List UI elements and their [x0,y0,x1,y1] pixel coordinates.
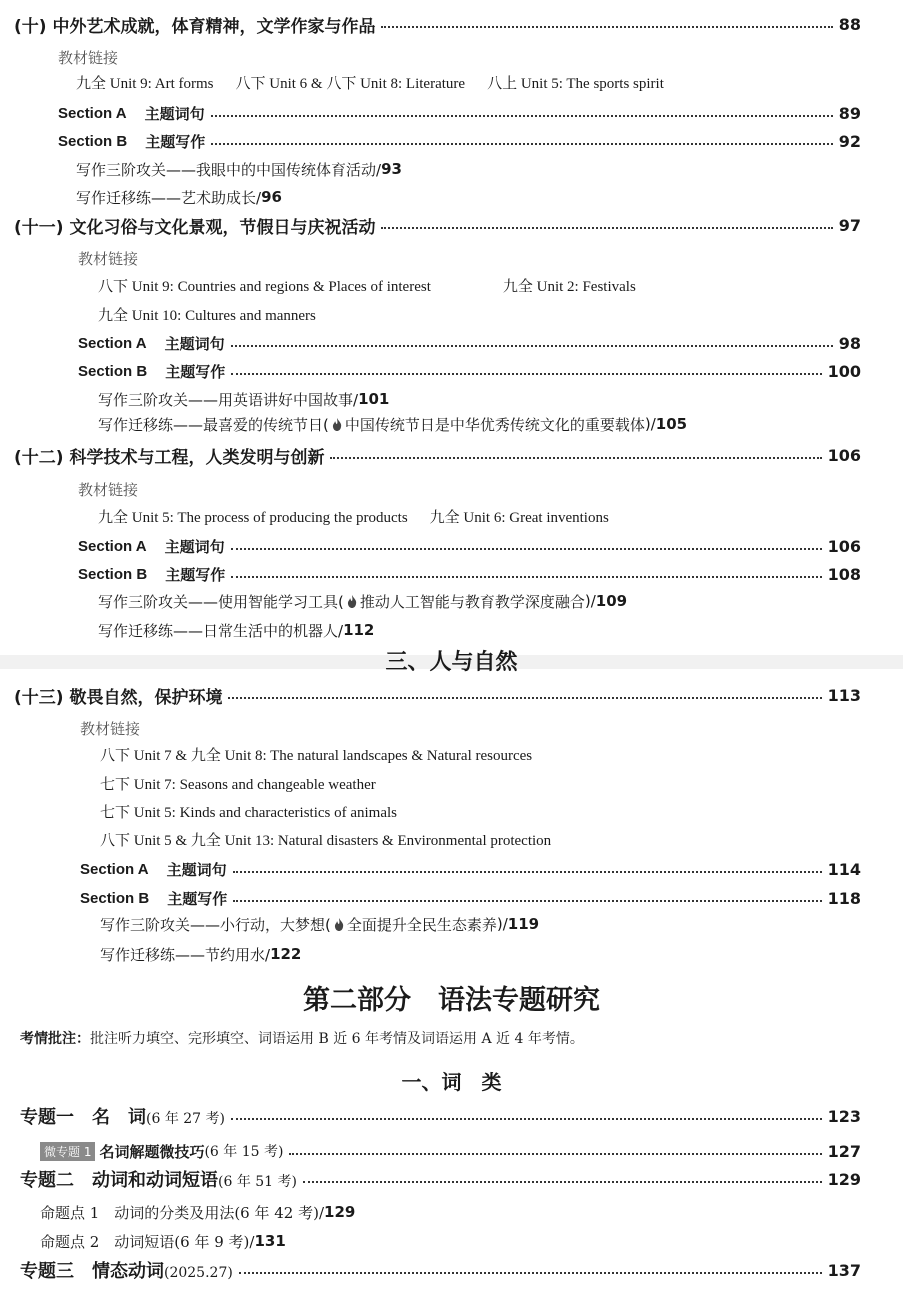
micro-topic-count: (6 年 15 考) [204,1144,284,1160]
writing-note: 中国传统节日是中华优秀传统文化的重要载体 [344,415,645,434]
writing-text: 写作三阶攻关——小行动，大梦想( [100,915,331,934]
writing-text-end: )/ [496,915,508,933]
toc-entry-section-b[interactable] [0,884,903,912]
unit-item: 七下 Unit 5: Kinds and characteristics of animals [100,804,398,821]
toc-entry-section-a[interactable] [0,329,903,357]
dot-leader [303,1181,822,1183]
page-number: 88 [838,14,861,34]
page-number: 97 [838,215,861,235]
textbook-link-label: 教材链接 [80,719,141,738]
toc-entry-ch13[interactable] [0,681,903,709]
toc-entry-writing[interactable] [0,940,903,968]
dot-leader [231,1118,822,1120]
unit-item-row [0,825,903,853]
page-number: 122 [270,945,302,963]
page-number: 109 [595,592,628,610]
textbook-link-label: 教材链接 [78,249,139,268]
page-number: 89 [838,103,861,123]
dot-leader [231,548,822,550]
toc-entry-ch12[interactable] [0,441,903,469]
unit-list [0,271,903,299]
chapter-title: (十一) 文化习俗与文化景观，节假日与庆祝活动 [14,217,376,238]
toc-entry-section-b[interactable] [0,560,903,588]
toc-entry-section-b[interactable] [0,357,903,385]
toc-entry-section-b[interactable] [0,127,903,155]
micro-topic-title: 名词解题微技巧 [99,1142,205,1161]
writing-text: 写作迁移练——最喜爱的传统节日( [98,415,329,434]
section-tag: Section B [78,565,148,583]
flame-icon [347,595,357,608]
page-number: 105 [655,415,688,433]
exam-note-text: 批注听力填空、完形填空、词语运用 B 近 6 年考情及词语运用 A 近 4 年考情。 [90,1031,584,1047]
part-two-heading: 第二部分 语法专题研究 [303,985,600,1016]
page-number: 98 [838,333,861,353]
topic-count: (2025.27) [164,1265,233,1281]
unit-list [0,502,903,530]
writing-text: 写作三阶攻关——我眼中的中国传统体育活动/ [76,160,382,179]
toc-entry-writing[interactable] [0,910,903,938]
topic-title: 专题一 名 词(6 年 27 考) [20,1107,225,1128]
page-number: 118 [827,888,861,908]
unit-list [0,68,903,96]
page-number: 127 [827,1141,861,1161]
dot-leader [330,457,821,459]
toc-entry-topic-2[interactable] [0,1165,903,1193]
page-number: 106 [827,445,861,465]
unit-item-row [0,797,903,825]
dot-leader [381,26,832,28]
toc-entry-writing[interactable] [0,410,903,438]
section-text: 主题词句 [164,334,225,353]
topic-title: 专题三 情态动词(2025.27) [20,1261,233,1282]
toc-entry-topic-3[interactable] [0,1256,903,1284]
toc-entry-section-a[interactable] [0,99,903,127]
page-number: 114 [827,859,861,879]
dot-leader [233,871,822,873]
page-number: 96 [261,188,282,206]
toc-entry-writing[interactable] [0,155,903,183]
unit-item: 八下 Unit 6 & 八下 Unit 8: Literature [235,75,466,92]
textbook-link-row [0,714,903,742]
unit-list [0,300,903,328]
micro-topic-badge: 微专题 1 [40,1142,95,1161]
dot-leader [289,1153,821,1155]
page-number: 113 [827,685,861,705]
toc-entry-section-a[interactable] [0,532,903,560]
writing-text: 写作迁移练——日常生活中的机器人/ [98,621,344,640]
page-number: 137 [827,1260,861,1280]
toc-entry-writing[interactable] [0,587,903,615]
section-text: 主题词句 [164,537,225,556]
unit-item: 九全 Unit 6: Great inventions [429,509,609,526]
unit-item: 八上 Unit 5: The sports spirit [487,75,664,92]
page-number: 123 [827,1106,861,1126]
section-tag: Section A [80,860,149,878]
toc-entry-writing[interactable] [0,385,903,413]
toc-entry-topic-1[interactable] [0,1102,903,1130]
dot-leader [231,576,821,578]
page-number: 131 [254,1232,286,1250]
section-text: 主题写作 [165,565,226,584]
writing-text-end: )/ [644,415,656,433]
page-number: 112 [343,621,375,639]
flame-icon [332,418,342,431]
toc-entry-ch10[interactable] [0,10,903,38]
writing-note: 推动人工智能与教育教学深度融合 [359,592,585,611]
unit-item: 九全 Unit 10: Cultures and manners [98,307,316,324]
section-tag: Section B [58,132,128,150]
unit-item-row [0,769,903,797]
point-text: 命题点 2 动词短语(6 年 9 考)/ [40,1232,255,1251]
toc-entry-writing[interactable] [0,616,903,644]
chapter-title: (十三) 敬畏自然，保护环境 [14,687,223,708]
dot-leader [231,345,833,347]
chapter-title: (十) 中外艺术成就，体育精神，文学作家与作品 [14,16,376,37]
textbook-link-row [0,43,903,71]
dot-leader [231,373,821,375]
unit-item: 九全 Unit 9: Art forms [76,75,214,92]
chapter-title: (十二) 科学技术与工程，人类发明与创新 [14,447,325,468]
unit-item: 八下 Unit 7 & 九全 Unit 8: The natural landscapes & Natural resources [100,747,533,764]
writing-text: 写作迁移练——节约用水/ [100,945,271,964]
category-heading: 一、词 类 [401,1070,502,1094]
writing-text: 写作三阶攻关——用英语讲好中国故事/ [98,390,359,409]
section-text: 主题写作 [165,362,226,381]
writing-note: 全面提升全民生态素养 [346,915,497,934]
section-tag: Section A [78,537,147,555]
writing-text-end: )/ [584,592,596,610]
textbook-link-row [0,475,903,503]
unit-item: 八下 Unit 5 & 九全 Unit 13: Natural disasters & Environmental protection [100,832,552,849]
page-number: 108 [827,564,861,584]
flame-icon [334,918,344,931]
unit-item: 九全 Unit 2: Festivals [502,278,636,295]
toc-entry-section-a[interactable] [0,855,903,883]
toc-entry-point[interactable] [0,1227,903,1255]
textbook-link-label: 教材链接 [58,48,119,67]
unit-item-row [0,740,903,768]
exam-note-label: 考情批注： [20,1031,90,1047]
dot-leader [239,1272,822,1274]
section-text: 主题词句 [166,860,227,879]
section-tag: Section A [58,104,127,122]
toc-entry-point[interactable] [0,1198,903,1226]
section-tag: Section A [78,334,147,352]
writing-text: 写作三阶攻关——使用智能学习工具( [98,592,344,611]
page-number: 100 [827,361,861,381]
dot-leader [233,900,821,902]
part-heading: 三、人与自然 [385,650,518,675]
topic-title: 专题二 动词和动词短语(6 年 51 考) [20,1170,297,1191]
textbook-link-label: 教材链接 [78,480,139,499]
toc-entry-ch11[interactable] [0,211,903,239]
section-text: 主题写作 [145,132,206,151]
section-tag: Section B [78,362,148,380]
section-tag: Section B [80,889,150,907]
dot-leader [211,115,833,117]
toc-entry-micro-topic[interactable] [0,1137,903,1165]
unit-item: 九全 Unit 5: The process of producing the products [98,509,408,526]
dot-leader [228,697,821,699]
exam-note [20,1028,584,1048]
textbook-link-row [0,244,903,272]
dot-leader [211,143,833,145]
unit-item: 七下 Unit 7: Seasons and changeable weather [100,776,376,793]
page-number: 92 [838,131,861,151]
topic-count: (6 年 27 考) [146,1111,225,1127]
dot-leader [381,227,832,229]
page-number: 93 [381,160,402,178]
page-number: 129 [827,1169,861,1189]
page-number: 119 [507,915,540,933]
topic-count: (6 年 51 考) [218,1174,297,1190]
section-text: 主题写作 [167,889,228,908]
writing-text: 写作迁移练——艺术助成长/ [76,188,262,207]
page-number: 106 [827,536,861,556]
page-number: 129 [324,1203,356,1221]
toc-entry-writing[interactable] [0,183,903,211]
section-text: 主题词句 [144,104,205,123]
unit-item: 八下 Unit 9: Countries and regions & Places of interest [98,278,431,295]
page-number: 101 [358,390,390,408]
point-text: 命题点 1 动词的分类及用法(6 年 42 考)/ [40,1203,325,1222]
